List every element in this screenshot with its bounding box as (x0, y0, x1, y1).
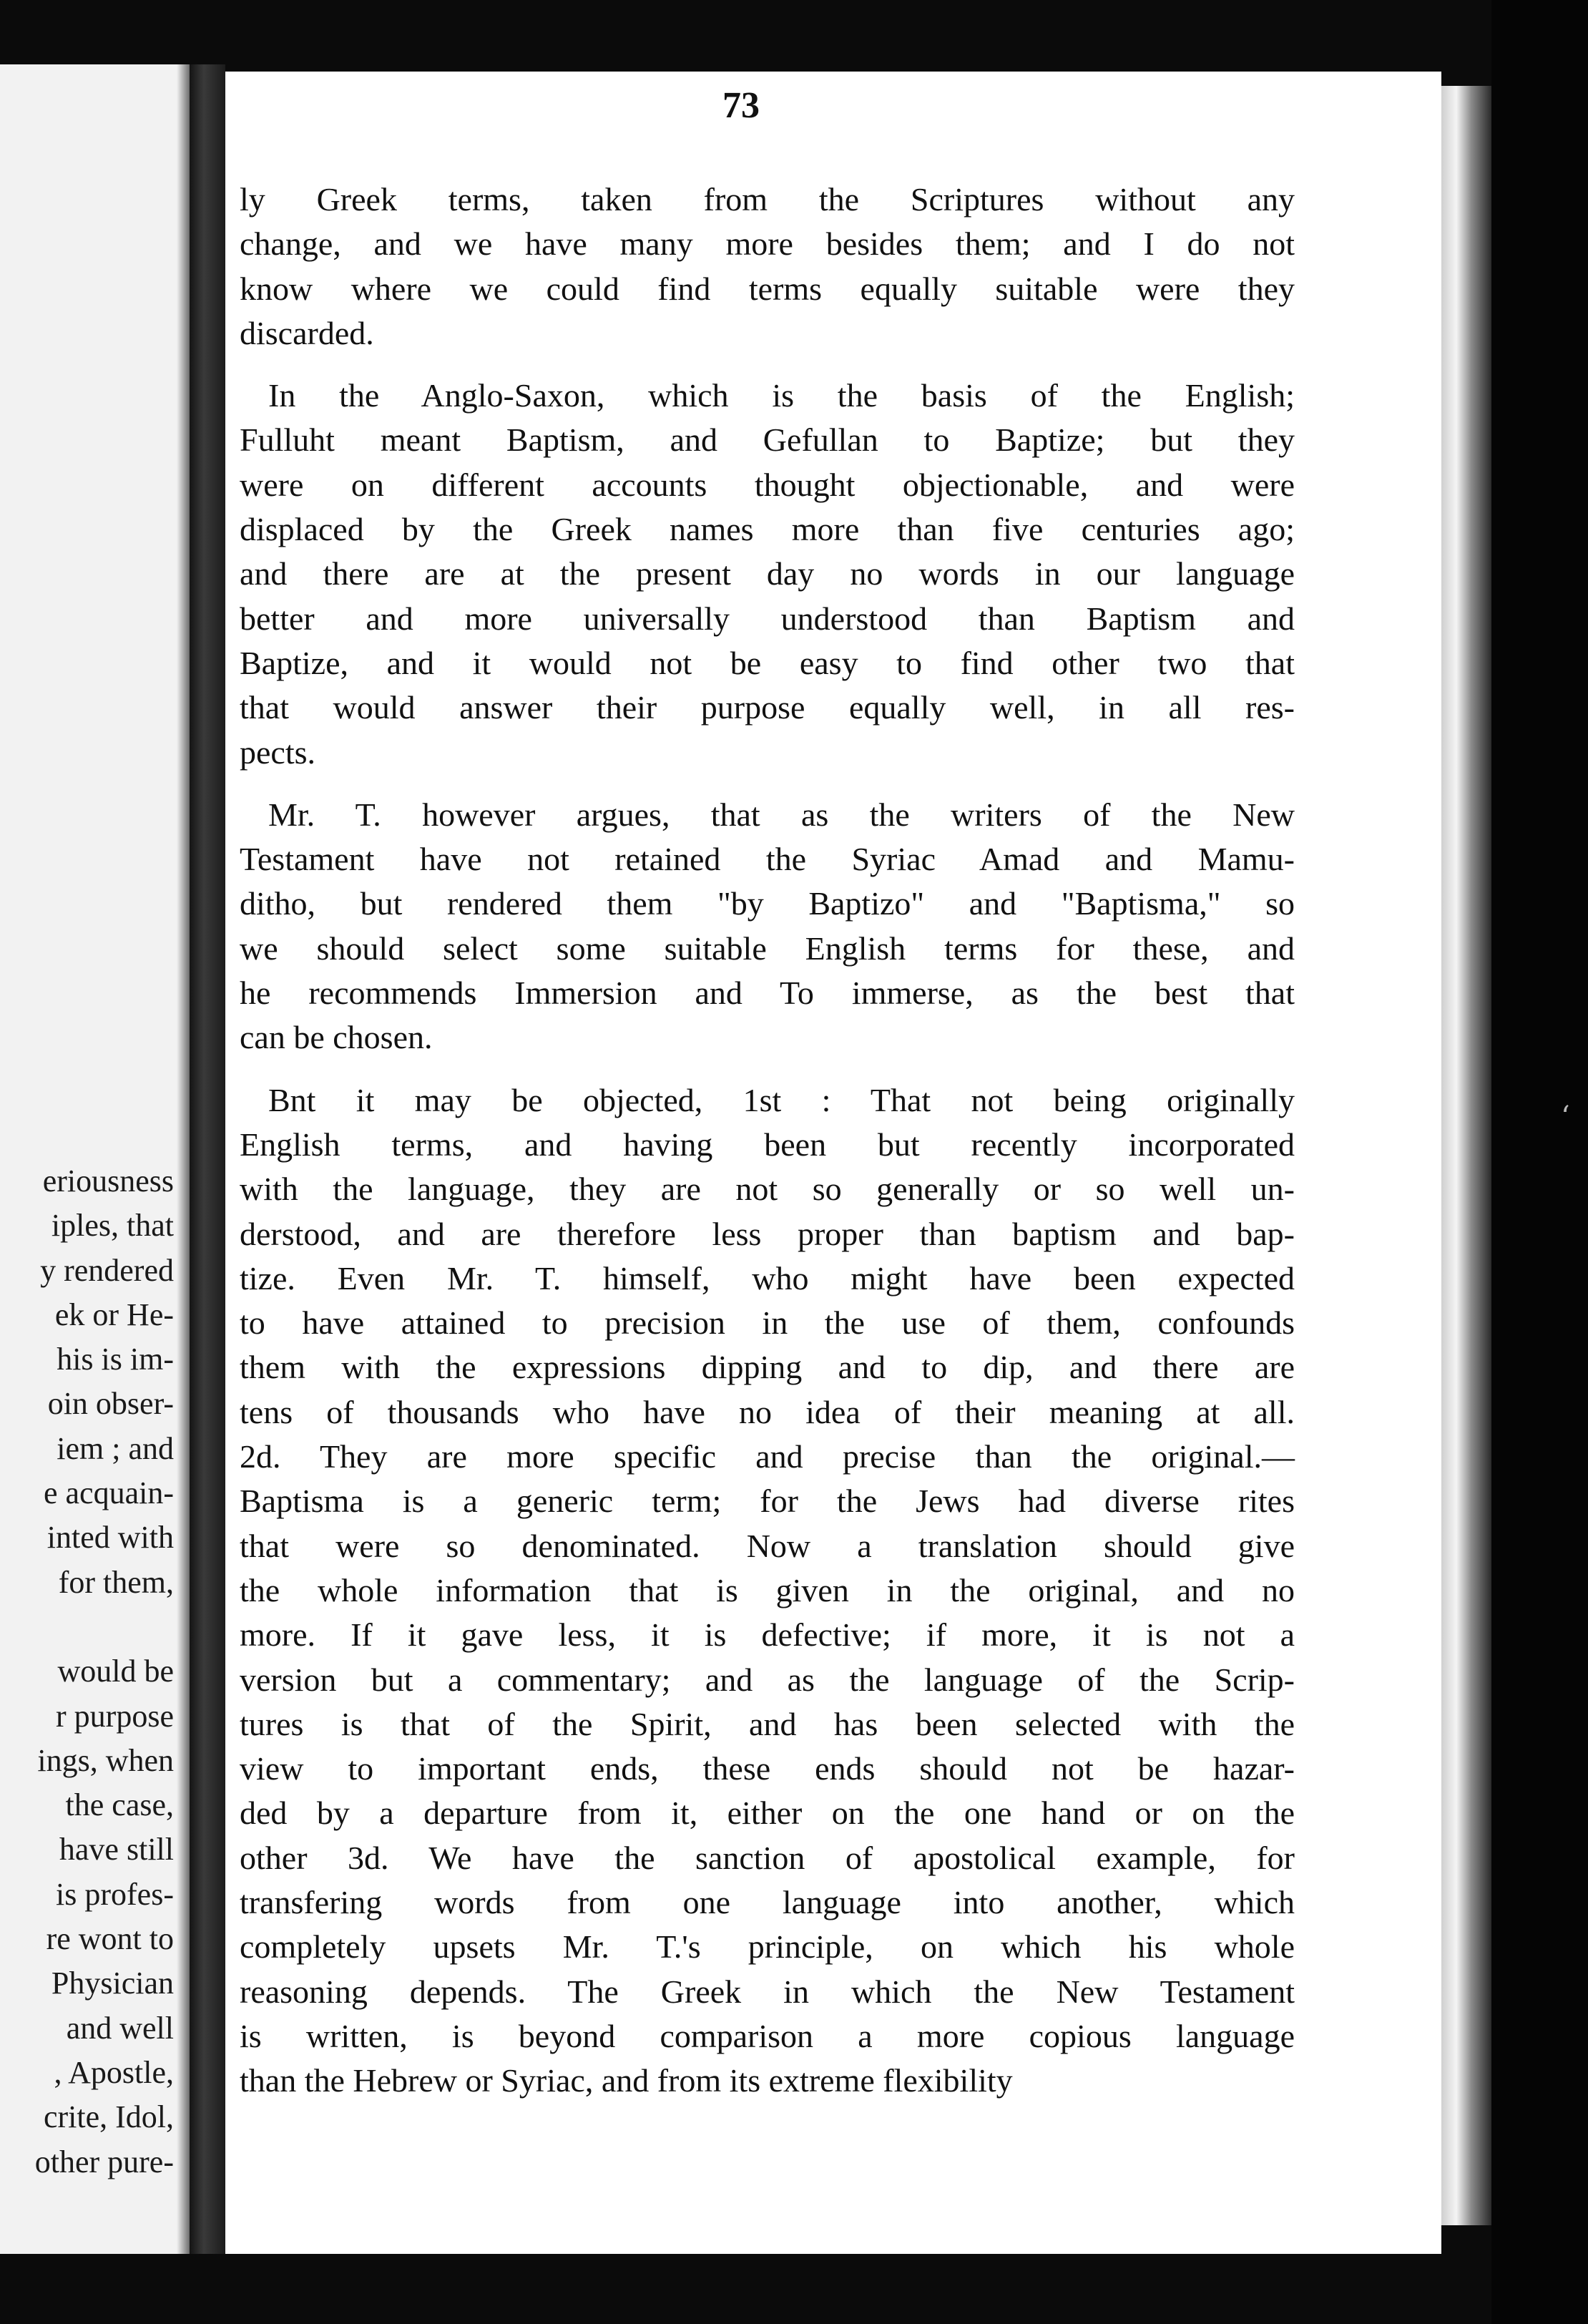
previous-page (0, 64, 190, 2254)
text-line: Baptize, and it would not be easy to find other two that (240, 644, 1295, 681)
text-line: Baptisma is a generic term; for the Jews had diverse rites (240, 1483, 1295, 1520)
previous-page-line: r purpose (56, 1698, 174, 1734)
previous-page-line: have still (59, 1832, 174, 1868)
previous-page-line: iem ; and (57, 1430, 174, 1466)
margin-mark: ʻ (1561, 1100, 1570, 1133)
text-line: he recommends Immersion and To immerse, as the best that (240, 975, 1295, 1012)
previous-page-line: inted with (46, 1520, 174, 1556)
text-line: better and more universally understood than Baptism and (240, 600, 1295, 637)
previous-page-line: eriousness (42, 1163, 174, 1198)
page-body-text (240, 177, 1295, 2103)
paragraph (240, 374, 1295, 775)
previous-page-line: is profes- (56, 1876, 174, 1912)
previous-page-line: oin obser- (47, 1386, 174, 1422)
text-line: were on different accounts thought objectionable, and were (240, 466, 1295, 503)
text-line: Bnt it may be objected, 1st : That not being originally (268, 1081, 1295, 1118)
text-line: version but a commentary; and as the language of the Scrip- (240, 1661, 1295, 1698)
text-line: discarded. (240, 314, 374, 351)
previous-page-line: ings, when (37, 1742, 174, 1778)
text-line: that were so denominated. Now a translation should give (240, 1527, 1295, 1564)
text-line: and there are at the present day no words in our language (240, 555, 1295, 592)
text-line: English terms, and having been but recently incorporated (240, 1126, 1295, 1163)
paragraph (240, 177, 1295, 356)
previous-page-text (0, 1159, 174, 2184)
text-line: displaced by the Greek names more than five centuries ago; (240, 511, 1295, 548)
gutter-shadow (177, 64, 190, 2254)
text-line: we should select some suitable English terms for these, and (240, 929, 1295, 967)
book-spine (190, 64, 225, 2254)
previous-page-line: for them, (58, 1564, 174, 1600)
previous-page-line: crite, Idol, (43, 2099, 174, 2135)
text-line: completely upsets Mr. T.'s principle, on which his whole (240, 1928, 1295, 1966)
previous-page-line: , Apostle, (54, 2054, 174, 2090)
text-line: with the language, they are not so generally or so well un- (240, 1171, 1295, 1208)
text-line: change, and we have many more besides them; and I do not (240, 225, 1295, 263)
previous-page-line: other pure- (34, 2144, 174, 2179)
text-line: 2d. They are more specific and precise than the original.— (240, 1438, 1295, 1475)
previous-page-line: iples, that (51, 1208, 174, 1244)
text-line: than the Hebrew or Syriac, and from its extreme flexibility (240, 2062, 1013, 2099)
text-line: that would answer their purpose equally well, in all res- (240, 689, 1295, 726)
text-line: Testament have not retained the Syriac Amad and Mamu- (240, 841, 1295, 878)
text-line: pects. (240, 733, 316, 771)
previous-page-line: would be (57, 1654, 174, 1689)
text-line: Fulluht meant Baptism, and Gefullan to Baptize; but they (240, 421, 1295, 459)
paragraph (240, 1078, 1295, 2104)
text-line: derstood, and are therefore less proper than baptism and bap- (240, 1215, 1295, 1252)
text-line: view to important ends, these ends should not be hazar- (240, 1750, 1295, 1787)
text-line: more. If it gave less, it is defective; if more, it is not a (240, 1616, 1295, 1654)
previous-page-line: the case, (65, 1787, 174, 1823)
paragraph (240, 793, 1295, 1060)
text-line: transfering words from one language into another, which (240, 1883, 1295, 1920)
previous-page-line: and well (66, 2010, 174, 2046)
text-line: tize. Even Mr. T. himself, who might have been expected (240, 1259, 1295, 1297)
previous-page-line: his is im- (57, 1342, 174, 1377)
text-line: tens of thousands who have no idea of their meaning at all. (240, 1393, 1295, 1430)
text-line: to have attained to precision in the use of them, confounds (240, 1304, 1295, 1342)
previous-page-line: re wont to (46, 1921, 174, 1957)
text-line: is written, is beyond comparison a more copious language (240, 2017, 1295, 2054)
text-line: ditho, but rendered them "by Baptizo" and "Baptisma," so (240, 885, 1295, 922)
text-line: Mr. T. however argues, that as the writers of the New (268, 796, 1295, 833)
scan-background (1491, 0, 1588, 2324)
text-line: In the Anglo-Saxon, which is the basis of the English; (268, 377, 1295, 414)
previous-page-line (0, 1605, 174, 1649)
page-edge (1441, 86, 1491, 2225)
text-line: tures is that of the Spirit, and has been selected with the (240, 1705, 1295, 1742)
page-number: 73 (722, 85, 760, 126)
text-line: can be chosen. (240, 1019, 433, 1056)
text-line: ly Greek terms, taken from the Scriptures without any (240, 181, 1295, 218)
previous-page-line: y rendered (40, 1252, 174, 1288)
text-line: know where we could find terms equally suitable were they (240, 270, 1295, 307)
text-line: the whole information that is given in the original, and no (240, 1571, 1295, 1608)
text-line: other 3d. We have the sanction of apostolical example, for (240, 1839, 1295, 1876)
text-line: ded by a departure from it, either on the one hand or on the (240, 1795, 1295, 1832)
text-line: them with the expressions dipping and to dip, and there are (240, 1349, 1295, 1386)
previous-page-line: Physician (51, 1966, 174, 2001)
previous-page-line: ek or He- (54, 1297, 174, 1332)
previous-page-line: e acquain- (44, 1475, 174, 1511)
text-line: reasoning depends. The Greek in which the New Testament (240, 1973, 1295, 2010)
